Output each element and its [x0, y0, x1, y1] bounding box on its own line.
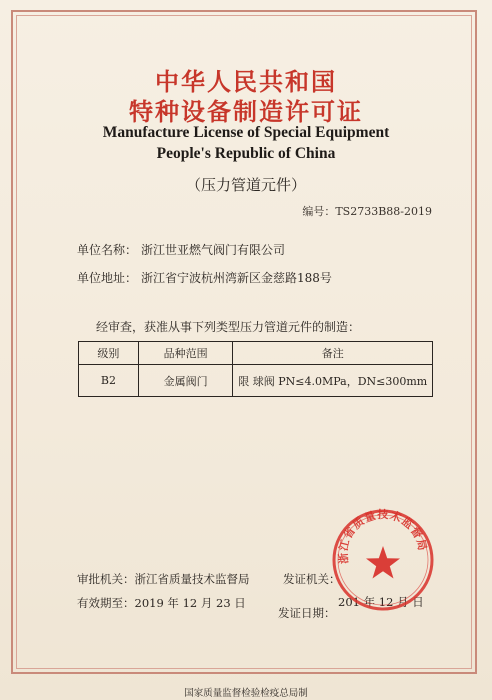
- table-row: [79, 365, 433, 397]
- cert-number-value: TS2733B88-2019: [335, 205, 432, 218]
- issue-date-label: 发证日期：: [278, 606, 336, 620]
- unit-address-row: [77, 269, 332, 286]
- intro-text: 经审查，获准从事下列类型压力管道元件的制造：: [96, 320, 361, 334]
- unit-address-label: 单位地址：: [77, 271, 138, 285]
- header-level: 级别: [79, 342, 139, 365]
- official-seal: [331, 508, 435, 612]
- cert-number: [302, 203, 432, 219]
- header-note: 备注: [233, 342, 433, 365]
- unit-name-row: [77, 241, 285, 258]
- subtitle: （压力管道元件）: [185, 176, 306, 194]
- approval-authority: [77, 571, 250, 587]
- footer-issuer: 国家质量监督检验检疫总局制: [184, 688, 308, 699]
- approval-authority-label: 审批机关：: [77, 572, 135, 586]
- unit-name-value: 浙江世亚燃气阀门有限公司: [141, 243, 286, 257]
- cell-level: B2: [79, 365, 139, 397]
- valid-until-label: 有效期至：: [77, 596, 135, 610]
- valid-until: [77, 595, 246, 611]
- scope-table: [78, 341, 433, 397]
- cell-range: 金属阀门: [138, 365, 233, 397]
- title-cn-line1: 中华人民共和国: [155, 68, 337, 96]
- header-range: 品种范围: [138, 342, 233, 365]
- approval-authority-value: 浙江省质量技术监督局: [134, 572, 250, 586]
- cell-note: 限 球阀 PN≤4.0MPa，DN≤300mm: [233, 365, 433, 397]
- seal-text: 浙江省质量技术监督局: [336, 508, 430, 565]
- issue-date-value: 201 年 12 月 日: [338, 595, 424, 609]
- scope-table-header: [79, 342, 433, 365]
- title-en-line1: Manufacture License of Special Equipment: [102, 124, 390, 141]
- valid-until-value: 2019 年 12 月 23 日: [134, 596, 246, 610]
- cert-number-label: 编号：: [302, 205, 336, 218]
- title-cn-line2: 特种设备制造许可证: [129, 98, 363, 126]
- title-en-line2: People's Republic of China: [156, 145, 336, 162]
- unit-name-label: 单位名称：: [77, 243, 138, 257]
- unit-address-value: 浙江省宁波杭州湾新区金慈路188号: [141, 271, 332, 285]
- star-icon: [366, 546, 400, 579]
- issuing-authority-label: 发证机关：: [283, 572, 341, 586]
